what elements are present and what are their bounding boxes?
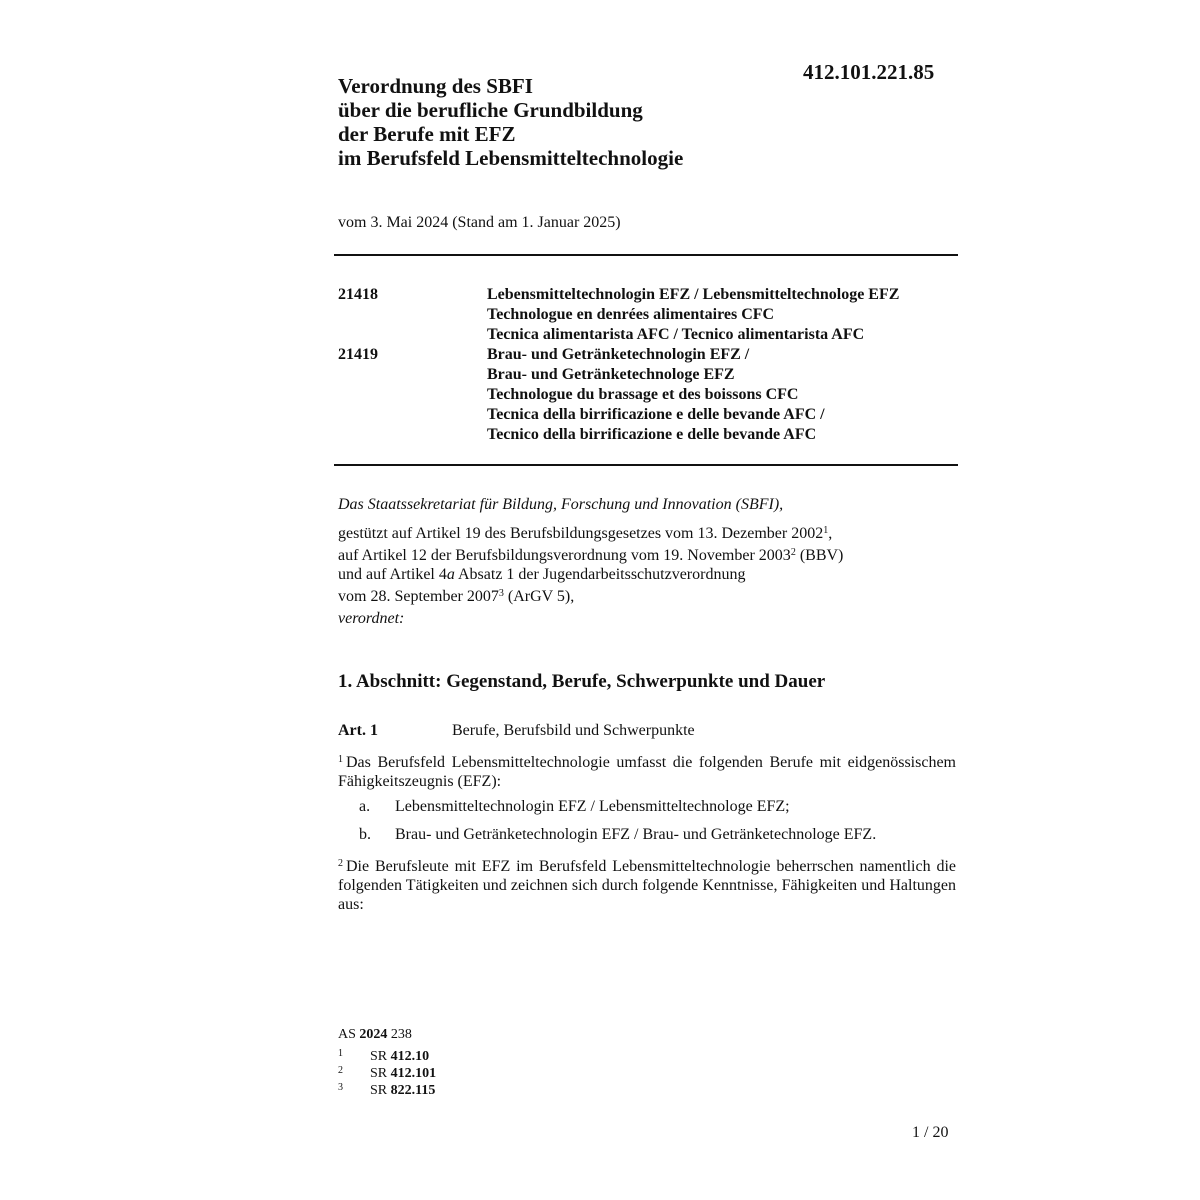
title-line: im Berufsfeld Lebensmitteltechnologie [338, 146, 684, 170]
paragraph-number: 2 [338, 858, 343, 869]
title-line: der Berufe mit EFZ [338, 122, 516, 146]
footnote [338, 1063, 436, 1081]
article-paragraph-2 [338, 854, 956, 914]
article-paragraph-1 [338, 750, 956, 791]
profession-name: Tecnico della birrificazione e delle bevande AFC [487, 426, 817, 443]
footnote [338, 1080, 435, 1098]
article-title: Berufe, Berufsbild und Schwerpunkte [452, 722, 695, 739]
divider-top [334, 254, 958, 256]
footnote-number: 1 [338, 1048, 343, 1059]
decrees-label: verordnet: [338, 610, 405, 627]
basis-line [338, 521, 843, 543]
basis-text: Absatz 1 der Jugendarbeitsschutzverordnung [454, 566, 746, 583]
divider-bottom [334, 464, 958, 466]
profession-name: Lebensmitteltechnologin EFZ / Lebensmitteltechnologe EFZ [487, 286, 900, 303]
list-item-text: Lebensmitteltechnologin EFZ / Lebensmitteltechnologe EFZ; [395, 798, 790, 815]
profession-name: Technologue du brassage et des boissons CFC [487, 386, 799, 403]
basis-text: auf Artikel 12 der Berufsbildungsverordnung vom 19. November 2003 [338, 547, 791, 564]
basis-line [338, 565, 843, 584]
basis-text: und auf Artikel 4 [338, 566, 447, 583]
list-item-letter: b. [359, 826, 371, 843]
list-item-letter: a. [359, 798, 371, 815]
basis-line [338, 543, 843, 565]
title-line: über die berufliche Grundbildung [338, 98, 643, 122]
profession-name: Tecnica alimentarista AFC / Tecnico alimentarista AFC [487, 326, 865, 343]
section-heading: 1. Abschnitt: Gegenstand, Berufe, Schwerpunkte und Dauer [338, 671, 826, 692]
basis-text: gestützt auf Artikel 19 des Berufsbildungsgesetzes vom 13. Dezember 2002 [338, 525, 824, 542]
sr-number: 412.101.221.85 [803, 60, 935, 84]
footnote-link[interactable]: 412.10 [390, 1049, 430, 1064]
ordinance-title [338, 74, 778, 170]
paragraph-text: Die Berufsleute mit EFZ im Berufsfeld Lebensmitteltechnologie beherrschen namentlich die folgenden Tätigkeiten und zeichnen sich durch folgende Kenntnisse, Fähigkeiten und Haltungen aus: [338, 858, 956, 913]
footnote-prefix: SR [370, 1066, 391, 1081]
basis-text-italic: a [446, 566, 455, 583]
article-number: Art. 1 [338, 722, 378, 739]
paragraph-text: Das Berufsfeld Lebensmitteltechnologie umfasst die folgenden Berufe mit eidgenössischem Fähigkeitszeugnis (EFZ): [338, 754, 956, 790]
paragraph-number: 1 [338, 754, 343, 765]
footnote-link[interactable]: 412.101 [390, 1066, 437, 1081]
footnote-number: 3 [338, 1082, 343, 1093]
profession-names [487, 345, 825, 445]
issuing-authority: Das Staatssekretariat für Bildung, Forschung und Innovation (SBFI), [338, 496, 784, 513]
profession-name: Brau- und Getränketechnologe EFZ [487, 366, 735, 383]
legal-basis [338, 521, 843, 606]
basis-text: (BBV) [795, 547, 844, 564]
footnote [338, 1046, 429, 1064]
basis-line [338, 584, 843, 606]
basis-text: (ArGV 5), [503, 588, 575, 605]
as-page: 238 [387, 1027, 412, 1042]
profession-names [487, 285, 899, 345]
official-compilation-ref [338, 1027, 412, 1043]
basis-text: , [828, 525, 833, 542]
basis-text: vom 28. September 2007 [338, 588, 499, 605]
footnote-ref[interactable]: 3 [498, 588, 504, 599]
footnote-ref[interactable]: 2 [790, 547, 796, 558]
profession-code: 21418 [338, 286, 378, 303]
as-year: 2024 [359, 1027, 388, 1042]
date-line: vom 3. Mai 2024 (Stand am 1. Januar 2025) [338, 214, 621, 231]
list-item-text: Brau- und Getränketechnologin EFZ / Brau- und Getränketechnologe EFZ. [395, 826, 877, 843]
profession-name: Tecnica della birrificazione e delle bevande AFC / [487, 406, 825, 423]
footnote-prefix: SR [370, 1083, 391, 1098]
title-line: Verordnung des SBFI [338, 74, 533, 98]
profession-name: Brau- und Getränketechnologin EFZ / [487, 346, 750, 363]
footnote-number: 2 [338, 1065, 343, 1076]
footnote-link[interactable]: 822.115 [390, 1083, 436, 1098]
footnote-prefix: SR [370, 1049, 391, 1064]
profession-name: Technologue en denrées alimentaires CFC [487, 306, 775, 323]
profession-code: 21419 [338, 346, 378, 363]
page-number: 1 / 20 [912, 1124, 949, 1141]
as-prefix: AS [338, 1027, 360, 1042]
footnote-ref[interactable]: 1 [823, 525, 829, 536]
